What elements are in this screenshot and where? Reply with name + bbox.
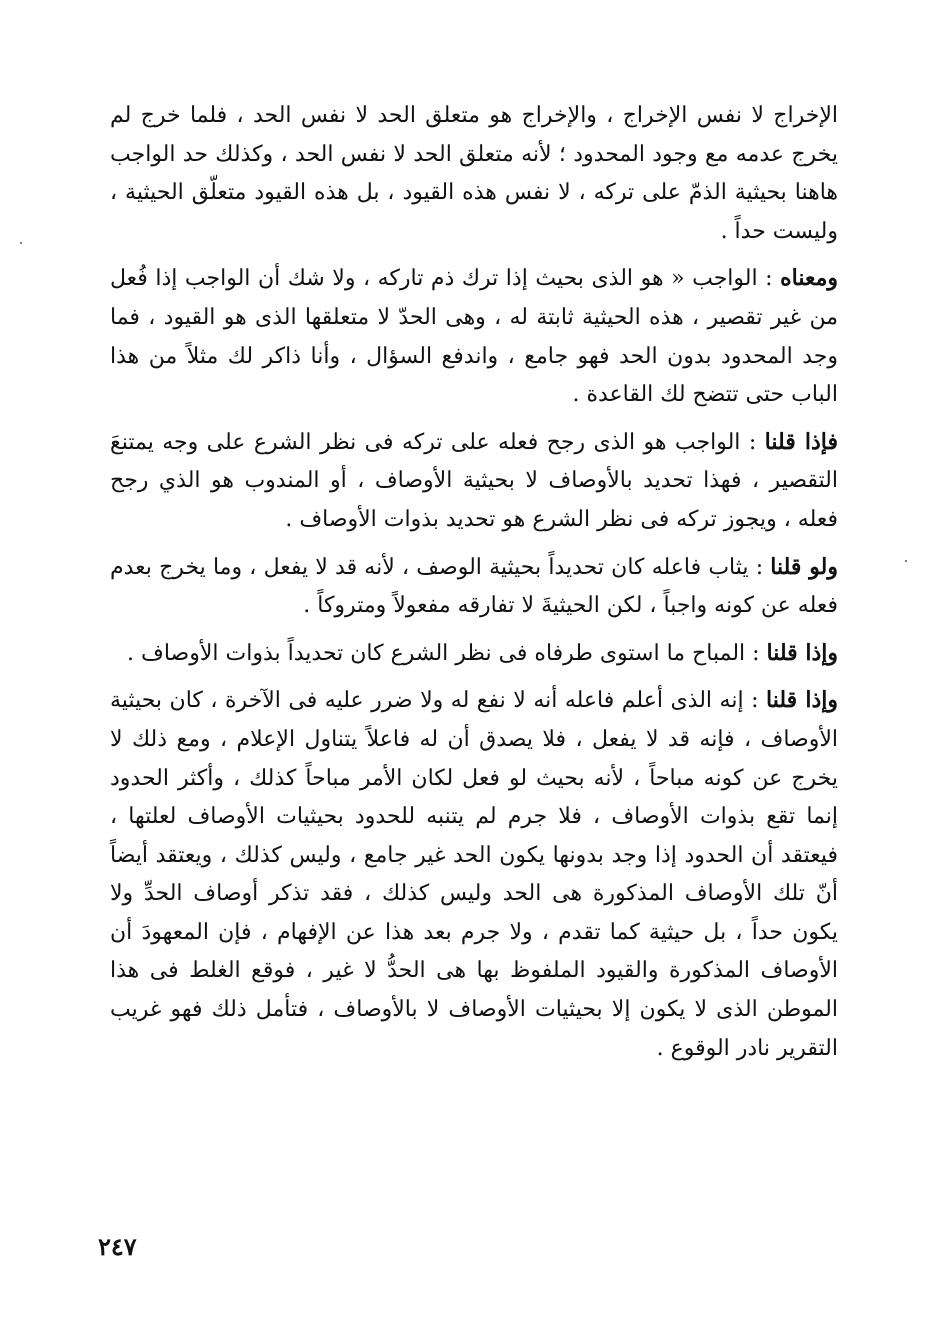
paragraph-1 — [110, 96, 838, 251]
paragraph-body: : الواجب هو الذى رجح فعله على تركه فى نظر الشرع على وجه يمتنعَ التقصير ، فهذا تحديد بالأوصاف لا بحيثية الأوصاف ، أو المندوب هو الذي رجح فعله ، ويجوز تركه فى نظر الشرع هو تحديد بذوات الأوصاف . — [110, 429, 838, 532]
paragraph-4 — [110, 548, 838, 626]
paragraph-lead: ولو قلنا — [770, 553, 838, 580]
page-number: ٢٤٧ — [98, 1232, 137, 1261]
paragraph-body: : إنه الذى أعلم فاعله أنه لا نفع له ولا ضرر عليه فى الآخرة ، كان بحيثية الأوصاف ، فإنه قد لا يفعل ، فلا يصدق أن له فاعلاً يتناول الإعلام ، ومع ذلك لا يخرج عن كونه مباحاً ، لأنه بحيث لو فعل لكان الأمر مباحاً كذلك ، وأكثر الحدود إنما تقع بذوات الأوصاف ، فلا جرم لم يتنبه للحدود بحيثيات الأوصاف لعلتها ، فيعتقد أن الحدود إذا وجد بدونها يكون الحد غير جامع ، وليس كذلك ، ويعتقد أيضاً أنّ تلك الأوصاف المذكورة هى الحد وليس كذلك ، فقد تذكر أوصاف الحدِّ ولا يكون حداً ، بل حيثية كما تقدم ، ولا جرم بعد هذا عن الإفهام ، فإن المعهودَ أن الأوصاف المذكورة والقيود الملفوظ بها هى الحدُّ لا غير ، فوقع الغلط فى هذا الموطن الذى لا يكون إلا بحيثيات الأوصاف لا بالأوصاف ، فتأمل ذلك فهو غريب التقرير نادر الوقوع . — [110, 688, 838, 1061]
page-body-text — [110, 96, 838, 1076]
paragraph-lead: وإذا قلنا — [766, 639, 838, 666]
scan-speck — [20, 242, 22, 244]
paragraph-body: الإخراج لا نفس الإخراج ، والإخراج هو متعلق الحد لا نفس الحد ، فلما خرج لم يخرج عدمه مع وجود المحدود ؛ لأنه متعلق الحد لا نفس الحد ، وكذلك حد الواجب هاهنا بحيثية الذمّ على تركه ، لا نفس هذه القيود ، بل هذه القيود متعلّق الحيثية ، وليست حداً . — [110, 103, 838, 244]
paragraph-lead: فإذا قلنا — [764, 428, 838, 455]
paragraph-lead: ومعناه — [780, 265, 838, 292]
paragraph-lead: وإذا قلنا — [766, 687, 838, 714]
paragraph-body: : الواجب « هو الذى بحيث إذا ترك ذم تاركه ، ولا شك أن الواجب إذا فُعل من غير تقصير ، هذه الحيثية ثابتة له ، وهى الحدّ لا متعلقها الذى هو القيود ، فما وجد المحدود بدون الحد فهو جامع ، واندفع السؤال ، وأنا ذاكر لك مثلاً من هذا الباب حتى تتضح لك القاعدة . — [110, 266, 838, 408]
paragraph-body: : يثاب فاعله كان تحديداً بحيثية الوصف ، لأنه قد لا يفعل ، وما يخرج بعدم فعله عن كونه واجباً ، لكن الحيثيةَ لا تفارقه مفعولاً ومتروكاً . — [110, 554, 838, 619]
paragraph-3 — [110, 423, 838, 540]
paragraph-6 — [110, 681, 838, 1068]
scan-speck — [905, 560, 907, 562]
paragraph-body: : المباح ما استوى طرفاه فى نظر الشرع كان تحديداً بذوات الأوصاف . — [127, 640, 767, 666]
paragraph-5 — [110, 634, 838, 674]
paragraph-2 — [110, 259, 838, 414]
